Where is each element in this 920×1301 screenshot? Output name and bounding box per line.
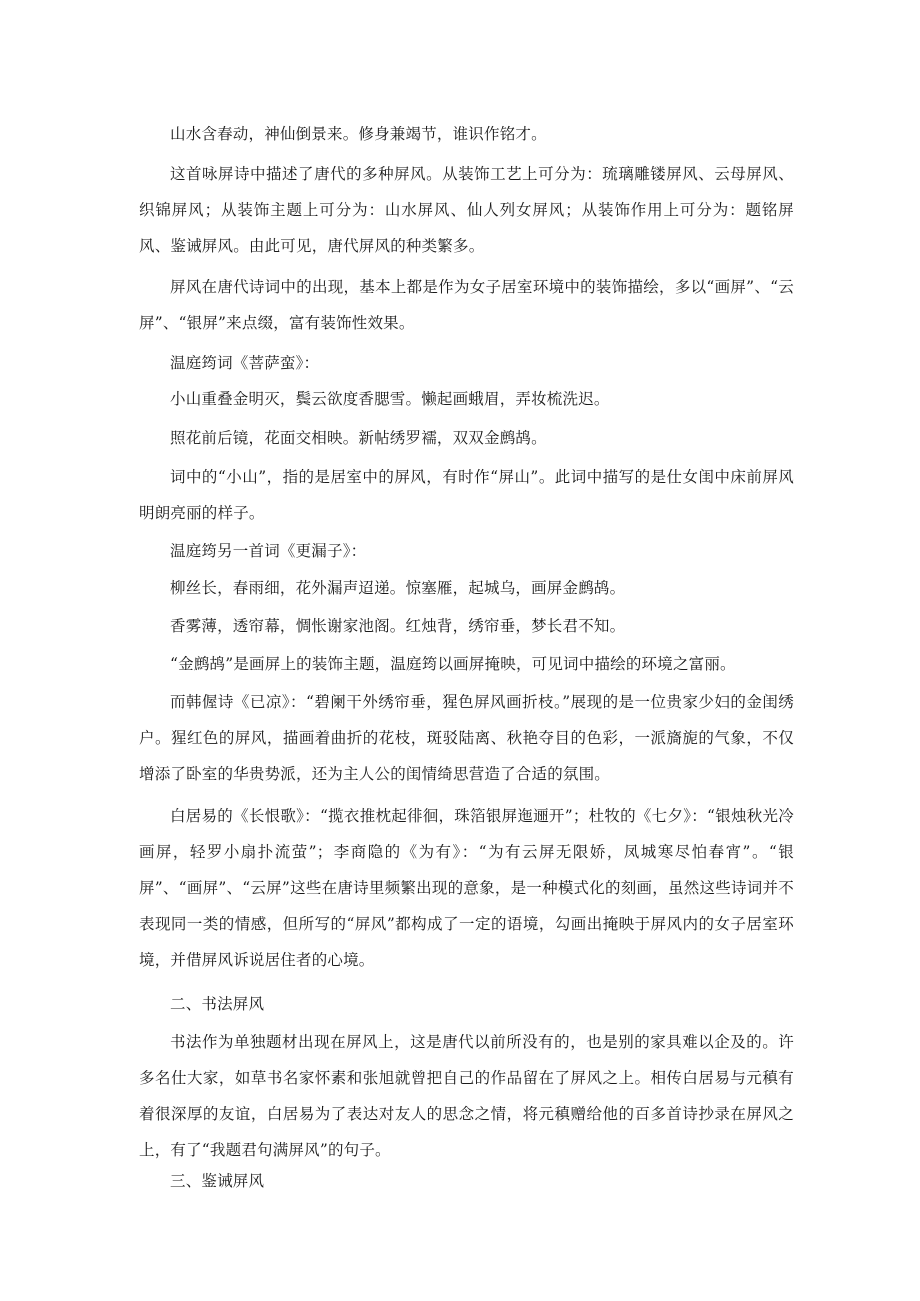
body-paragraph: 词中的“小山”，指的是居室中的屏风，有时作“屏山”。此词中描写的是仕女闺中床前屏风明朗亮丽的样子。 <box>139 468 794 522</box>
poem-line-paragraph: 山水含春动，神仙倒景来。修身兼竭节，谁识作铭才。 <box>170 125 547 143</box>
body-paragraph: 这首咏屏诗中描述了唐代的多种屏风。从装饰工艺上可分为：琉璃雕镂屏风、云母屏风、织锦屏风；从装饰主题上可分为：山水屏风、仙人列女屏风；从装饰作用上可分为：题铭屏风、鉴诫屏风。由此可见，唐代屏风的种类繁多。 <box>139 165 794 255</box>
poem-line-paragraph: 香雾薄，透帘幕，惆怅谢家池阁。红烛背，绣帘垂，梦长君不知。 <box>170 617 626 635</box>
body-paragraph: 书法作为单独题材出现在屏风上，这是唐代以前所没有的，也是别的家具难以企及的。许多名仕大家，如草书名家怀素和张旭就曾把自己的作品留在了屏风之上。相传白居易与元稹有着很深厚的友谊，白居易为了表达对友人的思念之情，将元稹赠给他的百多首诗抄录在屏风之上，有了“我题君句满屏风”的句子。 <box>139 1033 794 1159</box>
citation-heading: 温庭筠另一首词《更漏子》： <box>170 542 367 560</box>
section-heading: 二、书法屏风 <box>170 995 265 1013</box>
body-paragraph: 而韩偓诗《已凉》：“碧阑干外绣帘垂，猩色屏风画折枝。”展现的是一位贵家少妇的金闺绣户。猩红色的屏风，描画着曲折的花枝，斑驳陆离、秋艳夺目的色彩，一派旖旎的气象，不仅增添了卧室的华贵势派，还为主人公的闺情绮思营造了合适的氛围。 <box>139 693 794 783</box>
poem-line-paragraph: 照花前后镜，花面交相映。新帖绣罗襦，双双金鹧鸪。 <box>170 429 547 447</box>
poem-line-paragraph: 小山重叠金明灭，鬓云欲度香腮雪。懒起画蛾眉，弄妆梳洗迟。 <box>170 390 610 408</box>
citation-heading: 温庭筠词《菩萨蛮》： <box>170 354 320 372</box>
poem-line-paragraph: 柳丝长，春雨细，花外漏声迢递。惊塞雁，起城乌，画屏金鹧鸪。 <box>170 579 626 597</box>
body-paragraph: “金鹧鸪”是画屏上的装饰主题，温庭筠以画屏掩映，可见词中描绘的环境之富丽。 <box>170 655 736 673</box>
body-paragraph: 屏风在唐代诗词中的出现，基本上都是作为女子居室环境中的装饰描绘，多以“画屏”、“云屏”、“银屏”来点缀，富有装饰性效果。 <box>139 278 794 332</box>
body-paragraph: 白居易的《长恨歌》：“揽衣推枕起徘徊，珠箔银屏迤逦开”；杜牧的《七夕》：“银烛秋光冷画屏，轻罗小扇扑流萤”；李商隐的《为有》：“为有云屏无限娇，凤城寒尽怕春宵”。“银屏”、“画屏”、“云屏”这些在唐诗里频繁出现的意象，是一种模式化的刻画，虽然这些诗词并不表现同一类的情感，但所写的“屏风”都构成了一定的语境，勾画出掩映于屏风内的女子居室环境，并借屏风诉说居住者的心境。 <box>139 807 794 969</box>
section-heading: 三、鉴诫屏风 <box>170 1172 265 1190</box>
